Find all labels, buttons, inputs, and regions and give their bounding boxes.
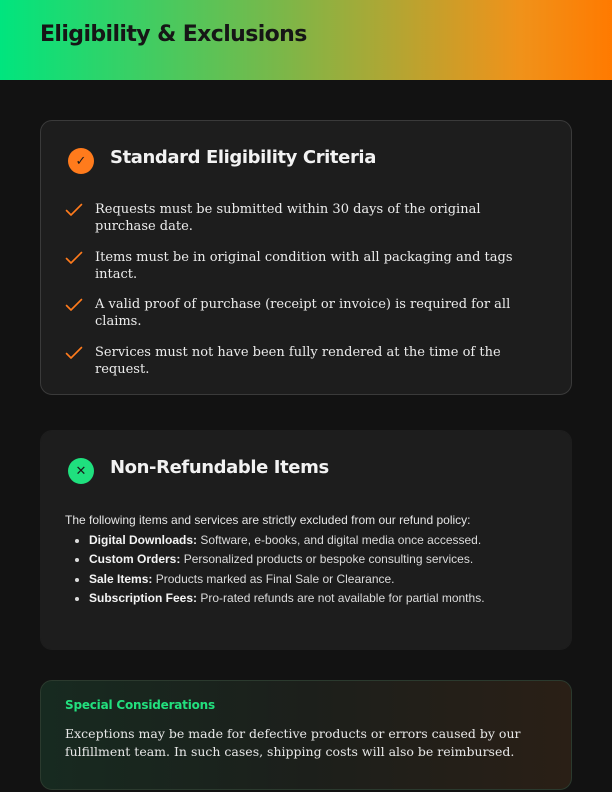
check-icon bbox=[65, 203, 83, 217]
exclusion-desc: Software, e-books, and digital media once accessed. bbox=[200, 533, 482, 547]
exclusion-desc: Products marked as Final Sale or Clearance. bbox=[155, 571, 395, 586]
check-icon bbox=[65, 251, 83, 265]
exclusions-list bbox=[89, 531, 485, 608]
list-item-text: Services must not have been fully rendered at the time of the request. bbox=[95, 344, 501, 377]
list-item bbox=[89, 550, 485, 569]
special-considerations-card bbox=[40, 680, 572, 790]
eligibility-list bbox=[65, 201, 545, 391]
exclusion-desc: Personalized products or bespoke consulting services. bbox=[183, 552, 474, 567]
list-item-text: Items must be in original condition with all packaging and tags intact. bbox=[95, 249, 513, 282]
list-item bbox=[65, 201, 545, 235]
check-icon bbox=[65, 298, 83, 312]
list-item bbox=[65, 249, 545, 283]
list-item bbox=[65, 344, 545, 378]
exclusion-name: Custom Orders: bbox=[89, 552, 181, 567]
exclusion-name: Subscription Fees: bbox=[89, 590, 198, 605]
list-item bbox=[89, 531, 485, 550]
special-title: Special Considerations bbox=[65, 698, 215, 712]
page-header bbox=[0, 0, 612, 80]
page-title: Eligibility & Exclusions bbox=[40, 22, 307, 47]
exclusion-name: Sale Items: bbox=[89, 571, 153, 586]
exclusions-card bbox=[40, 430, 572, 650]
eligibility-card bbox=[40, 120, 572, 395]
list-item-text: A valid proof of purchase (receipt or invoice) is required for all claims. bbox=[95, 297, 511, 329]
close-badge-icon: ✕ bbox=[68, 458, 94, 484]
exclusions-intro: The following items and services are strictly excluded from our refund policy: bbox=[65, 513, 471, 527]
list-item bbox=[89, 570, 485, 589]
special-text: Exceptions may be made for defective products or errors caused by our fulfillment team. In such cases, shipping costs will also be reimbursed. bbox=[65, 726, 521, 759]
eligibility-title: Standard Eligibility Criteria bbox=[110, 147, 376, 168]
check-badge-icon: ✓ bbox=[68, 148, 94, 174]
exclusion-name: Digital Downloads: bbox=[89, 533, 197, 547]
check-icon bbox=[65, 346, 83, 360]
list-item bbox=[89, 589, 485, 608]
exclusions-title: Non-Refundable Items bbox=[110, 457, 329, 478]
list-item bbox=[65, 296, 545, 330]
list-item-text: Requests must be submitted within 30 days of the original purchase date. bbox=[95, 202, 481, 234]
exclusion-desc: Pro-rated refunds are not available for partial months. bbox=[200, 590, 485, 605]
